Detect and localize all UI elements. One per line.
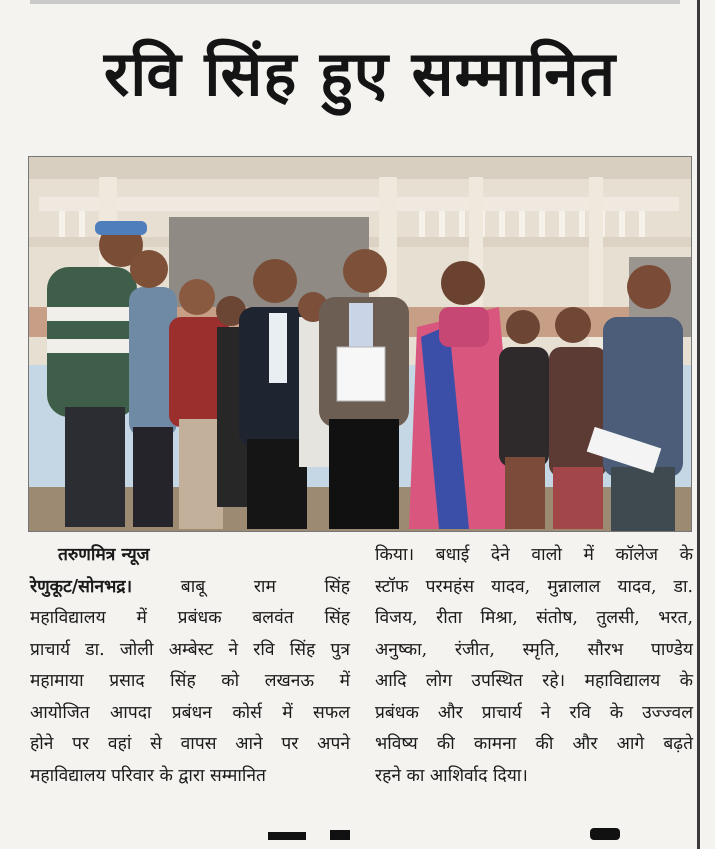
article-line: किया। बधाई देने वालो में कॉलेज के [375, 545, 693, 565]
group-photo-illustration [29, 157, 691, 531]
article-line [30, 572, 350, 604]
article-line: प्राचार्य डा. जोली अम्बेस्ट ने रवि सिंह पुत्र [30, 639, 350, 660]
article-line: प्रबंधक और प्राचार्य ने रवि के उज्ज्वल [375, 702, 693, 723]
article-line: होने पर वहां से वापस आने पर अपने [30, 734, 350, 754]
news-photo [28, 156, 692, 532]
article-column-right [375, 540, 693, 792]
article-line: विजय, रीता मिश्रा, संतोष, तुलसी, भरत, [375, 608, 693, 628]
article-line: आयोजित आपदा प्रबंधन कोर्स में सफल [30, 702, 350, 723]
article-line: महाविद्यालय में प्रबंधक बलवंत सिंह [30, 608, 350, 628]
article-line: रहने का आशिर्वाद दिया। [375, 765, 528, 786]
cutoff-glyphs [0, 820, 715, 849]
dateline: रेणुकूट/सोनभद्र। [30, 576, 133, 597]
byline: तरुणमित्र न्यूज [58, 545, 150, 565]
article-line: अनुष्का, रंजीत, स्मृति, सौरभ पाण्डेय [375, 639, 693, 660]
article-line-text: बाबू राम सिंह [180, 576, 350, 597]
article-line: महामाया प्रसाद सिंह को लखनऊ में [30, 671, 350, 691]
column-rule [697, 0, 700, 849]
article-line: महाविद्यालय परिवार के द्वारा सम्मानित [30, 765, 266, 786]
top-rule [30, 0, 680, 4]
article-line: स्टॉफ परमहंस यादव, मुन्नालाल यादव, डा. [375, 576, 693, 597]
next-headline-cutoff [0, 820, 715, 849]
article-column-left [30, 540, 350, 792]
headline: रवि सिंह हुए सम्मानित [103, 37, 617, 110]
article-line: आदि लोग उपस्थित रहे। महाविद्यालय के [375, 671, 693, 691]
article-line: भविष्य की कामना की और आगे बढ़ते [375, 734, 693, 754]
certificate [337, 347, 385, 401]
